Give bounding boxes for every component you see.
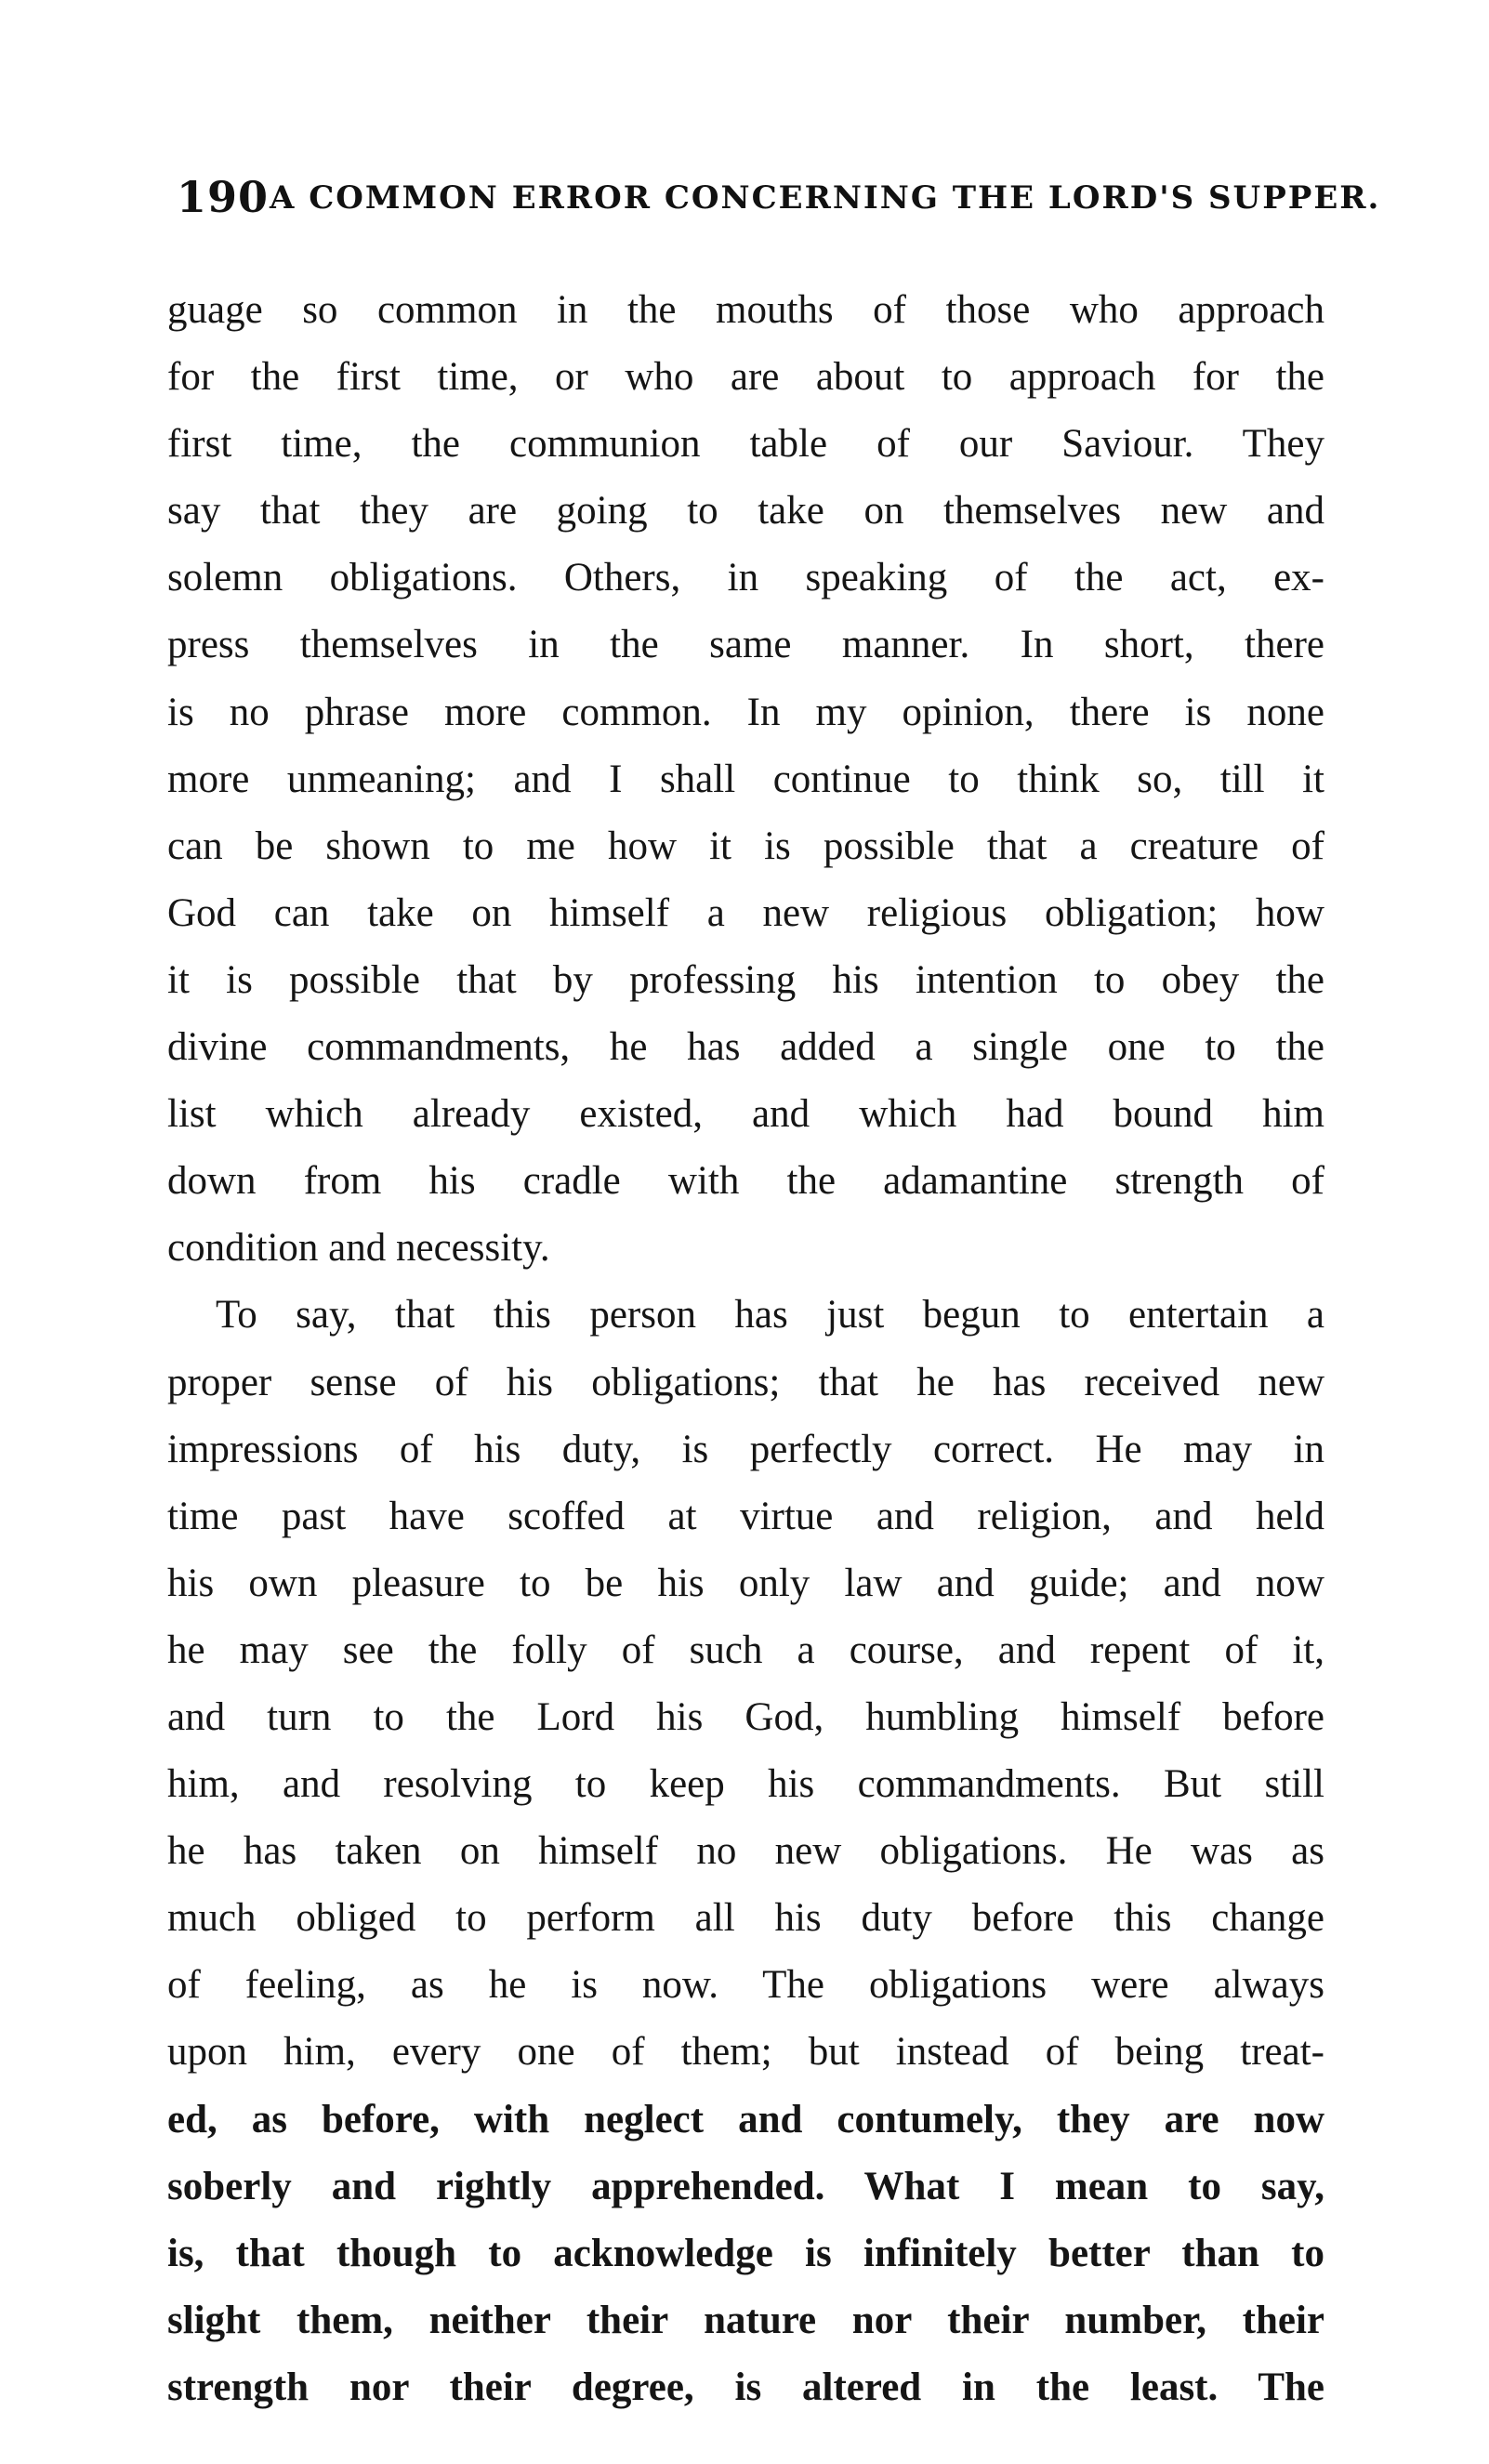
text-line: proper sense of his obligations; that he has received new xyxy=(167,1360,1324,1404)
text-line: slight them, neither their nature nor their number, their xyxy=(167,2298,1324,2342)
text-line: God can take on himself a new religious obligation; how xyxy=(167,890,1324,935)
text-line: time past have scoffed at virtue and religion, and held xyxy=(167,1494,1324,1538)
text-line: upon him, every one of them; but instead of being treat- xyxy=(167,2030,1324,2075)
text-line: is, that though to acknowledge is infinitely better than to xyxy=(167,2231,1324,2275)
text-line: impressions of his duty, is perfectly correct. He may in xyxy=(167,1427,1324,1471)
text-line: he may see the folly of such a course, and repent of it, xyxy=(167,1627,1324,1672)
text-line: and turn to the Lord his God, humbling himself before xyxy=(167,1694,1324,1739)
text-line: soberly and rightly apprehended. What I mean to say, xyxy=(167,2164,1324,2208)
text-line: is no phrase more common. In my opinion, there is none xyxy=(167,690,1324,734)
text-line: list which already existed, and which had bound him xyxy=(167,1092,1324,1137)
text-line: it is possible that by professing his intention to obey the xyxy=(167,957,1324,1002)
text-line: he has taken on himself no new obligations. He was as xyxy=(167,1829,1324,1874)
text-line: much obliged to perform all his duty before this change xyxy=(167,1896,1324,1941)
text-line: first time, the communion table of our Saviour. They xyxy=(167,422,1324,467)
text-line: solemn obligations. Others, in speaking of the act, ex- xyxy=(167,556,1324,600)
text-line: of feeling, as he is now. The obligations were always xyxy=(167,1963,1324,2008)
text-line: ed, as before, with neglect and contumely, they are now xyxy=(167,2097,1324,2141)
text-line: press themselves in the same manner. In short, there xyxy=(167,623,1324,667)
running-head: A COMMON ERROR CONCERNING THE LORD'S SUPPER. xyxy=(270,179,1381,217)
page-number: 190 xyxy=(177,172,270,222)
text-line: his own pleasure to be his only law and guide; and now xyxy=(167,1561,1324,1605)
text-line: guage so common in the mouths of those who approach xyxy=(167,288,1324,332)
text-line: more unmeaning; and I shall continue to think so, till it xyxy=(167,757,1324,801)
page-header xyxy=(177,172,1381,228)
text-line: down from his cradle with the adamantine strength of xyxy=(167,1159,1324,1204)
text-line: divine commandments, he has added a single one to the xyxy=(167,1025,1324,1070)
text-line: for the first time, or who are about to approach for the xyxy=(167,355,1324,400)
text-line: condition and necessity. xyxy=(167,1226,550,1271)
body-text xyxy=(167,277,1324,2421)
text-line: say that they are going to take on themselves new and xyxy=(167,489,1324,534)
text-line: him, and resolving to keep his commandments. But still xyxy=(167,1762,1324,1807)
text-line: strength nor their degree, is altered in the least. The xyxy=(167,2365,1324,2409)
text-line: can be shown to me how it is possible that a creature of xyxy=(167,824,1324,868)
text-line: To say, that this person has just begun to entertain a xyxy=(216,1293,1324,1337)
